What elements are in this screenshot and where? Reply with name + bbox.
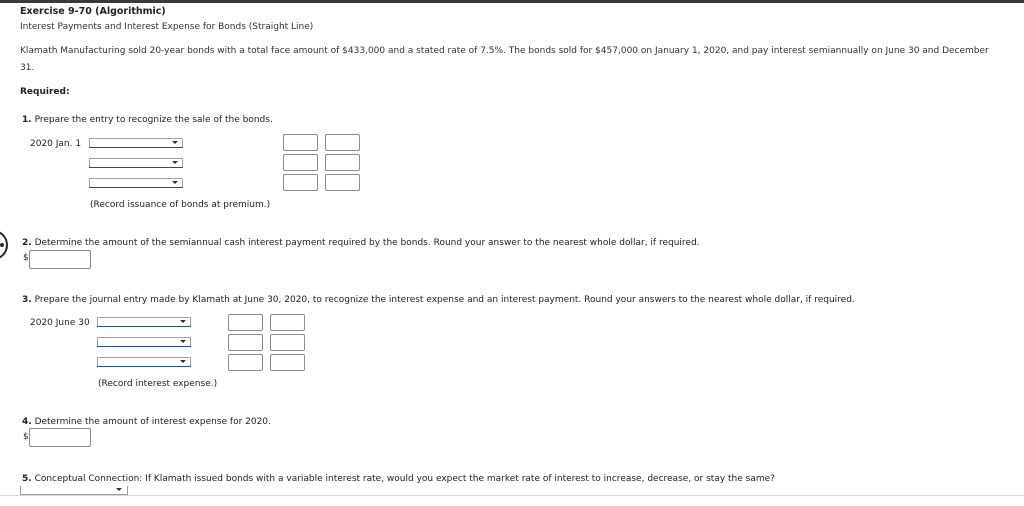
q1-credit-input-2[interactable] xyxy=(325,154,360,171)
q1-account-select-2[interactable] xyxy=(89,158,183,168)
question-5 xyxy=(22,474,775,484)
exercise-subtitle: Interest Payments and Interest Expense for Bonds (Straight Line) xyxy=(20,22,314,32)
q3-credit-input-1[interactable] xyxy=(270,314,305,331)
problem-text-line1: Klamath Manufacturing sold 20-year bonds with a total face amount of $433,000 and a stated rate of 7.5%. The bonds sold for $457,000 on January 1, 2020, and pay interest semiannually on June 30 and December xyxy=(20,46,989,56)
question-5-text: Conceptual Connection: If Klamath issued bonds with a variable interest rate, would you expect the market rate of interest to increase, decrease, or stay the same? xyxy=(34,474,775,484)
q2-currency-symbol: $ xyxy=(23,253,29,263)
question-1-number: 1. xyxy=(22,115,32,125)
q1-debit-input-3[interactable] xyxy=(283,174,318,191)
q4-currency-symbol: $ xyxy=(23,432,29,442)
required-label: Required: xyxy=(20,87,70,97)
chevron-down-icon xyxy=(172,181,178,184)
question-2-text: Determine the amount of the semiannual cash interest payment required by the bonds. Round your answer to the nearest whole dollar, if required. xyxy=(34,238,700,248)
question-3 xyxy=(22,295,855,305)
q3-date-label: 2020 June 30 xyxy=(30,318,90,328)
q3-note: (Record interest expense.) xyxy=(98,379,218,389)
q3-credit-input-2[interactable] xyxy=(270,334,305,351)
q3-account-select-3[interactable] xyxy=(97,357,191,367)
chevron-down-icon xyxy=(172,161,178,164)
question-1-text: Prepare the entry to recognize the sale of the bonds. xyxy=(34,115,273,125)
question-2-number: 2. xyxy=(22,238,32,248)
question-4-number: 4. xyxy=(22,417,32,427)
q1-debit-input-2[interactable] xyxy=(283,154,318,171)
q5-answer-select[interactable] xyxy=(20,486,128,495)
q3-debit-input-1[interactable] xyxy=(228,314,263,331)
q2-interest-payment-input[interactable] xyxy=(29,250,91,269)
q4-interest-expense-input[interactable] xyxy=(29,428,91,447)
chevron-down-icon xyxy=(172,141,178,144)
question-5-number: 5. xyxy=(22,474,32,484)
q3-account-select-2[interactable] xyxy=(97,337,191,347)
q3-account-select-1[interactable] xyxy=(97,317,191,327)
question-3-text: Prepare the journal entry made by Klamath at June 30, 2020, to recognize the interest expense and an interest payment. Round your answers to the nearest whole dollar, if required. xyxy=(34,295,855,305)
focus-marker-icon xyxy=(0,230,8,260)
question-3-number: 3. xyxy=(22,295,32,305)
chevron-down-icon xyxy=(180,340,186,343)
q3-credit-input-3[interactable] xyxy=(270,354,305,371)
question-4-text: Determine the amount of interest expense for 2020. xyxy=(34,417,271,427)
chevron-down-icon xyxy=(180,320,186,323)
top-border xyxy=(0,0,1024,3)
q1-credit-input-3[interactable] xyxy=(325,174,360,191)
q1-note: (Record issuance of bonds at premium.) xyxy=(90,200,271,210)
q1-account-select-1[interactable] xyxy=(89,138,183,148)
q1-credit-input-1[interactable] xyxy=(325,134,360,151)
problem-text-line2: 31. xyxy=(20,63,35,73)
q1-debit-input-1[interactable] xyxy=(283,134,318,151)
q3-debit-input-3[interactable] xyxy=(228,354,263,371)
question-1 xyxy=(22,115,273,125)
q3-debit-input-2[interactable] xyxy=(228,334,263,351)
chevron-down-icon xyxy=(180,360,186,363)
q1-date-label: 2020 Jan. 1 xyxy=(30,139,82,149)
bottom-divider xyxy=(0,495,1024,496)
q1-account-select-3[interactable] xyxy=(89,178,183,188)
question-4 xyxy=(22,417,271,427)
exercise-title: Exercise 9-70 (Algorithmic) xyxy=(20,6,166,17)
question-2 xyxy=(22,238,700,248)
chevron-down-icon xyxy=(116,488,122,491)
